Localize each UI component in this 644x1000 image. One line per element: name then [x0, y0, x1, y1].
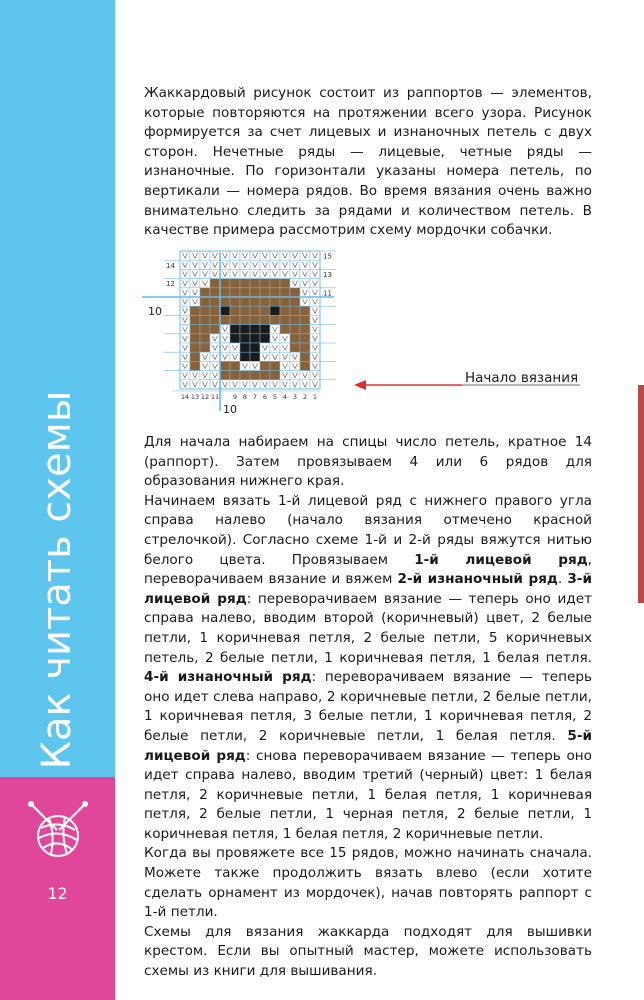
stitch-cell	[210, 297, 220, 306]
stitch-cell	[200, 306, 210, 315]
stitch-cell	[260, 325, 270, 334]
intro-paragraph: Жаккардовый рисунок состоит из раппортов — элементов, которые повторяются на протяжении всего узора. Рисунок формируется за счет лицевых и изнаночных петель с двух сторон. Нечетные ряды — лицевые, четные ряды — изнаночные. По горизонтали указаны номера петель, по вертикали — номера рядов. Во время вязания очень важно внимательно следить за рядами и количеством петель. В качестве примера рассмотрим схему мордочки собачки.	[144, 85, 592, 239]
stitch-cell	[200, 297, 210, 306]
body-paragraph-2	[144, 492, 592, 845]
stitch-cell	[290, 297, 300, 306]
stitch-cell	[260, 334, 270, 343]
body-text-run: Начинаем вязать 1-й лицевой ряд с нижнего правого угла справа налево (начало вязания отмечено красной стрелочкой). Согласно схеме 1-й и 2-й ряды вяжутся нитью белого цвета. Провязываем	[144, 492, 592, 568]
stitch-cell	[240, 371, 250, 380]
stitch-cell	[220, 279, 230, 288]
stitch-cell	[300, 343, 310, 352]
stitch-cell	[250, 343, 260, 352]
stitch-cell	[250, 306, 260, 315]
stitch-cell	[290, 325, 300, 334]
stitch-cell	[280, 297, 290, 306]
stitch-cell	[290, 343, 300, 352]
stitch-cell	[230, 315, 240, 324]
stitch-cell	[280, 325, 290, 334]
col-10-marker-label: 10	[223, 403, 237, 416]
stitch-cell	[230, 297, 240, 306]
page-edge-strip	[638, 385, 644, 603]
stitch-cell	[260, 361, 270, 370]
stitch-cell	[240, 325, 250, 334]
stitch-cell	[250, 297, 260, 306]
col-label: 1	[312, 393, 318, 401]
col-label: 7	[252, 393, 258, 401]
start-label: Начало вязания	[465, 370, 579, 386]
stitch-cell	[270, 288, 280, 297]
stitch-cell	[280, 288, 290, 297]
stitch-cell	[270, 297, 280, 306]
stitch-cell	[290, 306, 300, 315]
row-4-label: 4-й изнаночный ряд	[144, 669, 312, 686]
stitch-cell	[190, 325, 200, 334]
stitch-cell	[240, 288, 250, 297]
col-label: 8	[242, 393, 248, 401]
stitch-cell	[210, 315, 220, 324]
stitch-cell	[300, 325, 310, 334]
stitch-cell	[250, 325, 260, 334]
col-label: 14	[180, 393, 190, 401]
stitch-cell	[190, 334, 200, 343]
body-text-block	[144, 433, 592, 982]
stitch-cell	[300, 334, 310, 343]
stitch-cell	[230, 288, 240, 297]
stitch-cell	[290, 334, 300, 343]
stitch-cell	[190, 343, 200, 352]
page-number: 12	[47, 884, 68, 903]
stitch-cell	[260, 315, 270, 324]
body-text-run: : снова переворачиваем вязание — теперь оно идет справа налево, вводим третий (черный) цвет: 1 белая петля, 2 коричневые петли, 1 белая петля, 1 коричневая петля, 2 белые петли, 1 черная петля, 2 белые петли, 1 коричневая петля, 1 белая петля, 2 коричневые петли.	[144, 747, 592, 842]
stitch-cell	[220, 306, 230, 315]
stitch-cell	[260, 371, 270, 380]
stitch-cell	[270, 279, 280, 288]
stitch-cell	[240, 334, 250, 343]
stitch-cell	[290, 288, 300, 297]
stitch-cell	[250, 352, 260, 361]
col-label: 4	[282, 393, 288, 401]
row-2-label: 2-й изнаночный ряд	[397, 571, 558, 588]
row-label: 13	[323, 271, 332, 279]
stitch-cell	[190, 361, 200, 370]
stitch-cell	[300, 352, 310, 361]
intro-text-block	[144, 84, 592, 241]
col-label: 3	[292, 393, 298, 401]
stitch-cell	[200, 315, 210, 324]
stitch-cell	[250, 315, 260, 324]
stitch-cell	[220, 315, 230, 324]
yarn-ball-icon	[27, 800, 89, 862]
body-paragraph-3: Когда вы провяжете все 15 рядов, можно начинать сначала. Можете также продолжить вязать влево (если хотите сделать орнамент из мордочек), начав повторять раппорт с 1-й петли.	[144, 845, 592, 921]
stitch-cell	[230, 361, 240, 370]
stitch-cell	[280, 315, 290, 324]
stitch-cell	[240, 352, 250, 361]
row-1-label: 1-й лицевой ряд	[414, 551, 588, 568]
stitch-cell	[290, 315, 300, 324]
stitch-cell	[270, 306, 280, 315]
stitch-cell	[220, 361, 230, 370]
stitch-cell	[240, 279, 250, 288]
stitch-cell	[270, 361, 280, 370]
stitch-cell	[240, 315, 250, 324]
stitch-cell	[240, 297, 250, 306]
stitch-cell	[220, 288, 230, 297]
col-label: 12	[200, 393, 210, 401]
stitch-cell	[200, 288, 210, 297]
stitch-cell	[190, 306, 200, 315]
row-label: 11	[323, 289, 332, 298]
stitch-cell	[210, 306, 220, 315]
knitting-chart	[142, 245, 352, 420]
stitch-cell	[300, 315, 310, 324]
stitch-cell	[200, 325, 210, 334]
col-label: 11	[210, 393, 220, 401]
stitch-cell	[230, 306, 240, 315]
stitch-cell	[230, 334, 240, 343]
stitch-cell	[240, 343, 250, 352]
stitch-cell	[250, 279, 260, 288]
stitch-cell	[230, 371, 240, 380]
body-text-run: : переворачиваем вязание — теперь оно идет слева направо, 2 коричневые петли, 2 белые петли, 1 коричневая петля, 3 белые петли, 1 коричневая петля, 2 белые петли, 2 коричневые петли, 1 белая петля.	[144, 669, 592, 744]
stitch-cell	[230, 325, 240, 334]
stitch-cell	[280, 279, 290, 288]
stitch-cell	[300, 306, 310, 315]
body-text-run: .	[557, 571, 568, 588]
col-label: 13	[190, 393, 200, 401]
stitch-cell	[230, 279, 240, 288]
col-label: 6	[262, 393, 268, 401]
stitch-cell	[270, 371, 280, 380]
col-label: 9	[232, 393, 238, 401]
body-paragraph-4: Схемы для вязания жаккарда подходят для вышивки крестом. Если вы опытный мастер, можете использовать схемы из книги для вышивания.	[144, 923, 592, 980]
row-label: 14	[166, 261, 175, 270]
col-label: 5	[272, 393, 278, 401]
stitch-cell	[190, 352, 200, 361]
stitch-cell	[260, 288, 270, 297]
stitch-cell	[240, 306, 250, 315]
stitch-cell	[190, 315, 200, 324]
stitch-cell	[250, 371, 260, 380]
body-text-run: , переворачиваем вязание и вяжем	[144, 551, 592, 588]
section-title: Как читать схемы	[34, 390, 80, 770]
stitch-cell	[260, 279, 270, 288]
row-5-label: 5-й лицевой ряд	[144, 727, 592, 764]
stitch-cell	[260, 297, 270, 306]
stitch-cell	[260, 306, 270, 315]
stitch-cell	[250, 288, 260, 297]
stitch-cell	[200, 343, 210, 352]
stitch-cell	[200, 334, 210, 343]
body-text-run: : переворачиваем вязание — теперь оно идет справа налево, вводим второй (коричневый) цвет, 2 белые петли, 1 коричневая петля, 2 белые петли, 5 коричневых петель, 2 белые петли, 1 коричневая петля, 1 белая петля.	[144, 590, 592, 666]
row-10-marker-label: 10	[148, 305, 162, 318]
row-label: 12	[166, 280, 175, 289]
stitch-cell	[210, 325, 220, 334]
stitch-cell	[250, 334, 260, 343]
stitch-cell	[210, 279, 220, 288]
col-label: 2	[302, 393, 308, 401]
stitch-cell	[300, 361, 310, 370]
body-paragraph-1: Для начала набираем на спицы число петель, кратное 14 (раппорт). Затем провязываем 4 или 6 рядов для образования нижнего края.	[144, 434, 592, 490]
row-3-label: 3-й лицевой ряд	[144, 571, 592, 607]
stitch-cell	[280, 306, 290, 315]
stitch-cell	[210, 288, 220, 297]
stitch-cell	[220, 297, 230, 306]
row-label: 15	[323, 252, 332, 261]
stitch-cell	[220, 371, 230, 380]
stitch-cell	[270, 315, 280, 324]
